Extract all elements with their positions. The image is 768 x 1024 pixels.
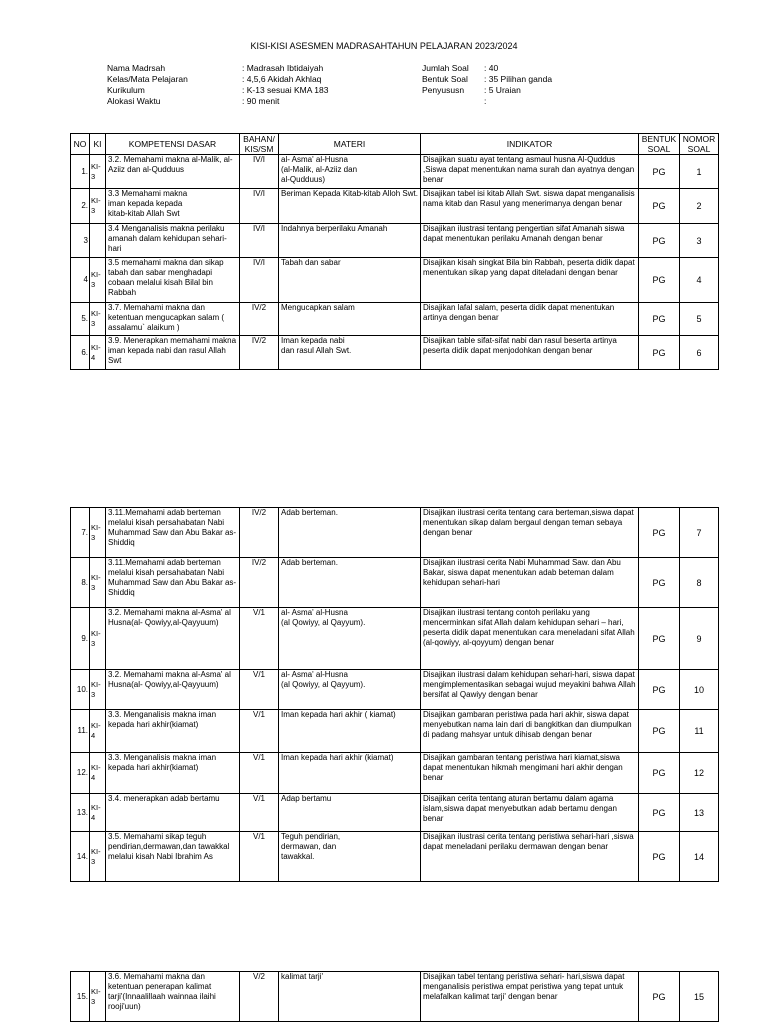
cell-indikator: Disajikan gambaran tentang peristiwa hari kiamat,siswa dapat menentukan hikmah mengimani hari akhir dengan benar: [421, 753, 639, 794]
table-row: [71, 258, 719, 303]
document-title: KISI-KISI ASESMEN MADRASAHTAHUN PELAJARAN 2023/2024: [250, 41, 518, 51]
cell-no: 3: [71, 224, 90, 258]
cell-bahan: IV/I: [240, 258, 279, 303]
cell-nomor-soal: 9: [680, 608, 719, 670]
cell-bentuk-soal: PG: [639, 832, 680, 882]
meta-label: Kelas/Mata Pelajaran: [107, 74, 188, 84]
cell-indikator: Disajikan ilustrasi cerita tentang peristiwa sehari-hari ,siswa dapat meneladani perilaku dermawan dengan benar: [421, 832, 639, 882]
meta-label: Kurikulum: [107, 85, 145, 95]
cell-indikator: Disajikan tabel tentang peristiwa sehari- hari,siswa dapat menganalisis peristiwa empat peristiwa yang tepat untuk melafalkan kalimat tarji' dengan benar: [421, 972, 639, 1022]
cell-materi: Adab berteman.: [279, 558, 421, 608]
cell-kompetensi-dasar: 3.5 memahami makna dan sikap tabah dan sabar menghadapi cobaan melalui kisah Bilal bin Rabbah: [106, 258, 240, 303]
header-indikator: INDIKATOR: [421, 134, 639, 155]
cell-bentuk-soal: PG: [639, 670, 680, 710]
cell-bahan: IV/I: [240, 155, 279, 189]
cell-indikator: Disajikan gambaran peristiwa pada hari akhir, siswa dapat menyebutkan nama lain dari di bangkitkan dan diumpulkan di padang mahsyar untuk dihisab dengan benar: [421, 710, 639, 753]
cell-indikator: Disajikan kisah singkat Bila bin Rabbah, peserta didik dapat menentukan sikap yang dapat diteladani dengan benar: [421, 258, 639, 303]
meta-value: : 40: [484, 63, 499, 73]
cell-kompetensi-dasar: 3.3. Menganalisis makna iman kepada hari akhir(kiamat): [106, 753, 240, 794]
table-row: [71, 303, 719, 336]
cell-materi: Iman kepada hari akhir ( kiamat): [279, 710, 421, 753]
cell-nomor-soal: 11: [680, 710, 719, 753]
cell-ki: KI-4: [90, 794, 106, 832]
cell-bahan: IV/2: [240, 303, 279, 336]
cell-ki: KI-4: [90, 336, 106, 370]
meta-left: [107, 63, 242, 107]
table-row: [71, 189, 719, 224]
cell-indikator: Disajikan ilustrasi cerita tentang cara berteman,siswa dapat menentukan sikap dalam bergaul dengan teman sebaya dengan benar: [421, 508, 639, 558]
cell-ki: KI-3: [90, 558, 106, 608]
meta-label: Jumlah Soal: [422, 63, 469, 73]
cell-nomor-soal: 7: [680, 508, 719, 558]
cell-no: 14.: [71, 832, 90, 882]
meta-label: Nama Madrsah: [107, 63, 166, 73]
meta-value: : Madrasah Ibtidaiyah: [242, 63, 324, 73]
cell-ki: KI-3: [90, 670, 106, 710]
table-row: [71, 794, 719, 832]
cell-indikator: Disajikan table sifat-sifat nabi dan rasul beserta artinya peserta didik dapat menjodohkan dengan benar: [421, 336, 639, 370]
cell-bahan: V/1: [240, 832, 279, 882]
cell-kompetensi-dasar: 3.7. Memahami makna dan ketentuan mengucapkan salam ( assalamu` alaikum ): [106, 303, 240, 336]
cell-bahan: IV/2: [240, 558, 279, 608]
table-row: [71, 224, 719, 258]
cell-no: 11.: [71, 710, 90, 753]
cell-materi: Indahnya berperilaku Amanah: [279, 224, 421, 258]
cell-kompetensi-dasar: 3.2. Memahami makna al-Malik, al-Aziiz dan al-Qudduus: [106, 155, 240, 189]
cell-bahan: IV/I: [240, 224, 279, 258]
header-kompetensi-dasar: KOMPETENSI DASAR: [106, 134, 240, 155]
cell-bahan: IV/2: [240, 508, 279, 558]
table-body: [71, 508, 719, 882]
cell-no: 5.: [71, 303, 90, 336]
cell-bahan: V/1: [240, 753, 279, 794]
header-materi: MATERI: [279, 134, 421, 155]
cell-materi: Adab berteman.: [279, 508, 421, 558]
cell-no: 2.: [71, 189, 90, 224]
meta-right-values: [484, 63, 604, 107]
cell-no: 1.: [71, 155, 90, 189]
cell-kompetensi-dasar: 3.2. Memahami makna al-Asma' al Husna(al- Qowiyy,al-Qayyuum): [106, 670, 240, 710]
cell-ki: KI-3: [90, 258, 106, 303]
cell-nomor-soal: 8: [680, 558, 719, 608]
grid-table-page-2: [70, 507, 719, 882]
table-row: [71, 710, 719, 753]
header-no: NO: [71, 134, 90, 155]
cell-bentuk-soal: PG: [639, 336, 680, 370]
cell-no: 7.: [71, 508, 90, 558]
cell-nomor-soal: 15: [680, 972, 719, 1022]
table-row: [71, 155, 719, 189]
cell-ki: KI-3: [90, 155, 106, 189]
cell-materi: al- Asma' al-Husna (al Qowiyy, al Qayyum).: [279, 608, 421, 670]
cell-kompetensi-dasar: 3.6. Memahami makna dan ketentuan penerapan kalimat tarji'(Innaalillaah wainnaa ilaihi rooji'uun): [106, 972, 240, 1022]
table-body: [71, 155, 719, 370]
cell-materi: Mengucapkan salam: [279, 303, 421, 336]
cell-bentuk-soal: PG: [639, 189, 680, 224]
cell-materi: Iman kepada nabi dan rasul Allah Swt.: [279, 336, 421, 370]
cell-materi: Teguh pendirian, dermawan, dan tawakkal.: [279, 832, 421, 882]
cell-nomor-soal: 1: [680, 155, 719, 189]
meta-label: Penyususn: [422, 85, 465, 95]
table-row: [71, 336, 719, 370]
cell-materi: Tabah dan sabar: [279, 258, 421, 303]
meta-left-values: [242, 63, 412, 107]
cell-bentuk-soal: PG: [639, 224, 680, 258]
cell-indikator: Disajikan tabel isi kitab Allah Swt. siswa dapat menganalisis nama kitab dan Rasul yang menerimanya dengan benar: [421, 189, 639, 224]
cell-bahan: IV/I: [240, 189, 279, 224]
cell-ki: KI-3: [90, 832, 106, 882]
meta-value: : 4,5,6 Akidah Akhlaq: [242, 74, 322, 84]
header-nomor-soal: NOMOR SOAL: [680, 134, 719, 155]
cell-kompetensi-dasar: 3.5. Memahami sikap teguh pendirian,dermawan,dan tawakkal melalui kisah Nabi Ibrahim As: [106, 832, 240, 882]
cell-kompetensi-dasar: 3.9. Menerapkan memahami makna iman kepada nabi dan rasul Allah Swt: [106, 336, 240, 370]
meta-right: [422, 63, 484, 96]
table-row: [71, 508, 719, 558]
cell-bentuk-soal: PG: [639, 303, 680, 336]
cell-indikator: Disajikan ilustrasi dalam kehidupan sehari-hari, siswa dapat mengimplementasikan sebagai wujud meyakini bahwa Allah bersifat al Qawiyy dengan benar: [421, 670, 639, 710]
cell-nomor-soal: 12: [680, 753, 719, 794]
cell-ki: KI-4: [90, 753, 106, 794]
cell-ki: KI-3: [90, 972, 106, 1022]
cell-bahan: V/1: [240, 794, 279, 832]
table-row: [71, 972, 719, 1022]
meta-label: Alokasi Waktu: [107, 96, 161, 106]
meta-value: : 5 Uraian: [484, 85, 521, 95]
table-row: [71, 670, 719, 710]
cell-bentuk-soal: PG: [639, 558, 680, 608]
cell-bentuk-soal: PG: [639, 155, 680, 189]
cell-bahan: V/2: [240, 972, 279, 1022]
cell-bahan: V/1: [240, 710, 279, 753]
meta-label: Bentuk Soal: [422, 74, 468, 84]
cell-no: 9.: [71, 608, 90, 670]
cell-kompetensi-dasar: 3.4. menerapkan adab bertamu: [106, 794, 240, 832]
grid-table-page-1: [70, 133, 719, 370]
cell-ki: KI-4: [90, 710, 106, 753]
cell-bentuk-soal: PG: [639, 972, 680, 1022]
cell-bentuk-soal: PG: [639, 258, 680, 303]
cell-nomor-soal: 13: [680, 794, 719, 832]
meta-value: : K-13 sesuai KMA 183: [242, 85, 329, 95]
cell-nomor-soal: 2: [680, 189, 719, 224]
cell-no: 8.: [71, 558, 90, 608]
cell-ki: KI-3: [90, 508, 106, 558]
cell-indikator: Disajikan ilustrasi tentang contoh perilaku yang mencerminkan sifat Allah dalam kehidupan sehari – hari, peserta didik dapat menentukan cara meneladani sifat Allah (al-qowiyy, al-qoyyum) dengan benar: [421, 608, 639, 670]
cell-kompetensi-dasar: 3.3 Memahami makna iman kepada kepada kitab-kitab Allah Swt: [106, 189, 240, 224]
cell-nomor-soal: 5: [680, 303, 719, 336]
cell-ki: KI-3: [90, 303, 106, 336]
cell-bentuk-soal: PG: [639, 508, 680, 558]
header-ki: KI: [90, 134, 106, 155]
cell-bahan: IV/2: [240, 336, 279, 370]
cell-materi: al- Asma' al-Husna (al Qowiyy, al Qayyum).: [279, 670, 421, 710]
meta-value: :: [484, 96, 487, 106]
table-row: [71, 832, 719, 882]
cell-nomor-soal: 10: [680, 670, 719, 710]
cell-materi: kalimat tarji': [279, 972, 421, 1022]
cell-ki: KI-3: [90, 189, 106, 224]
cell-materi: Iman kepada hari akhir (kiamat): [279, 753, 421, 794]
cell-bahan: V/1: [240, 670, 279, 710]
grid-table-page-3: [70, 971, 719, 1022]
cell-nomor-soal: 3: [680, 224, 719, 258]
cell-indikator: Disajikan suatu ayat tentang asmaul husna Al-Quddus ,Siswa dapat menentukan nama surah dan ayatnya dengan benar: [421, 155, 639, 189]
table-row: [71, 753, 719, 794]
meta-value: : 35 Pilihan ganda: [484, 74, 553, 84]
cell-kompetensi-dasar: 3.4 Menganalisis makna perilaku amanah dalam kehidupan sehari-hari: [106, 224, 240, 258]
table-body: [71, 972, 719, 1022]
cell-no: 12.: [71, 753, 90, 794]
cell-kompetensi-dasar: 3.2. Memahami makna al-Asma' al Husna(al- Qowiyy,al-Qayyuum): [106, 608, 240, 670]
cell-nomor-soal: 4: [680, 258, 719, 303]
header-bentuk-soal: BENTUK SOAL: [639, 134, 680, 155]
table-row: [71, 558, 719, 608]
meta-value: : 90 menit: [242, 96, 280, 106]
cell-indikator: Disajikan ilustrasi tentang pengertian sifat Amanah siswa dapat menentukan perilaku Amanah dengan benar: [421, 224, 639, 258]
cell-materi: Adap bertamu: [279, 794, 421, 832]
cell-no: 15.: [71, 972, 90, 1022]
cell-bentuk-soal: PG: [639, 794, 680, 832]
cell-indikator: Disajikan cerita tentang aturan bertamu dalam agama islam,siswa dapat menyebutkan adab bertamu dengan benar: [421, 794, 639, 832]
table-row: [71, 608, 719, 670]
cell-no: 10.: [71, 670, 90, 710]
cell-nomor-soal: 6: [680, 336, 719, 370]
header-bahan: BAHAN/ KIS/SM: [240, 134, 279, 155]
cell-kompetensi-dasar: 3.11.Memahami adab berteman melalui kisah persahabatan Nabi Muhammad Saw dan Abu Bakar as-Shiddiq: [106, 508, 240, 558]
cell-bentuk-soal: PG: [639, 710, 680, 753]
cell-bentuk-soal: PG: [639, 608, 680, 670]
cell-no: 4: [71, 258, 90, 303]
cell-nomor-soal: 14: [680, 832, 719, 882]
cell-bahan: V/1: [240, 608, 279, 670]
cell-ki: [90, 224, 106, 258]
cell-no: 13.: [71, 794, 90, 832]
cell-kompetensi-dasar: 3.3. Menganalisis makna iman kepada hari akhir(kiamat): [106, 710, 240, 753]
cell-no: 6.: [71, 336, 90, 370]
cell-indikator: Disajikan ilustrasi cerita Nabi Muhammad Saw. dan Abu Bakar, siswa dapat menentukan adab beteman dalam kehidupan sehari-hari: [421, 558, 639, 608]
cell-kompetensi-dasar: 3.11.Memahami adab berteman melalui kisah persahabatan Nabi Muhammad Saw dan Abu Bakar as-Shiddiq: [106, 558, 240, 608]
cell-indikator: Disajikan lafal salam, peserta didik dapat menentukan artinya dengan benar: [421, 303, 639, 336]
cell-materi: Beriman Kepada Kitab-kitab Alloh Swt.: [279, 189, 421, 224]
cell-bentuk-soal: PG: [639, 753, 680, 794]
cell-materi: al- Asma' al-Husna (al-Malik, al-Aziiz dan al-Qudduus): [279, 155, 421, 189]
cell-ki: KI-3: [90, 608, 106, 670]
